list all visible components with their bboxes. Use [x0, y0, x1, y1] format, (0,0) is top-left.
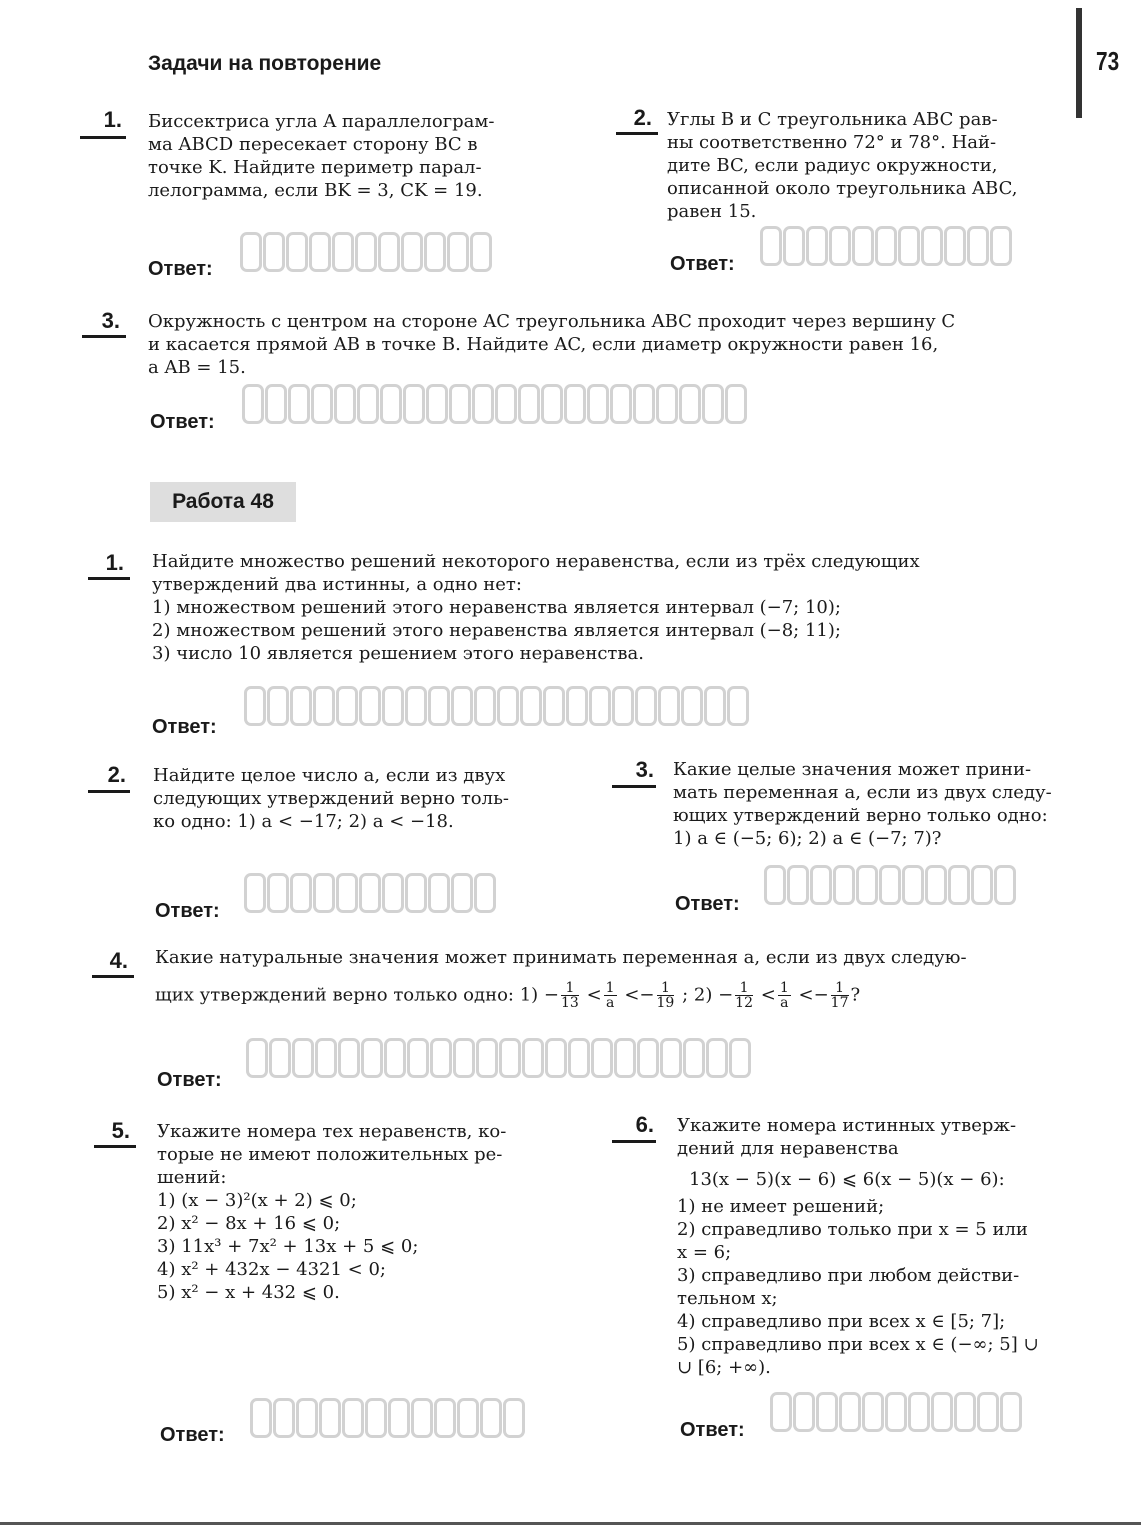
answer-box[interactable] — [503, 1398, 525, 1438]
task-text: Укажите номера истинных утверж- дений для неравенства 13(x − 5)(x − 6) ⩽ 6(x − 5)(x − 6): 1) не имеет решений; 2) справедливо только при x = 5 или x = 6; 3) справедливо при любом действи- тельном x; 4) справедливо при всех x ∈ [5; 7]; 5) справедливо при всех x ∈ (−∞; 5] ∪ ∪ [6; +∞). — [677, 1115, 1039, 1378]
number-underline — [616, 132, 658, 135]
number-underline — [88, 577, 130, 580]
answer-box[interactable] — [365, 1398, 387, 1438]
answer-box[interactable] — [637, 1038, 659, 1078]
answer-box[interactable] — [587, 384, 609, 424]
task-number: 3. — [635, 757, 654, 782]
answer-boxes[interactable] — [250, 1398, 526, 1438]
number-underline — [612, 1140, 656, 1143]
answer-box[interactable] — [614, 1038, 636, 1078]
answer-box[interactable] — [451, 686, 473, 726]
answer-box[interactable] — [313, 873, 335, 913]
answer-box[interactable] — [885, 1392, 907, 1432]
answer-box[interactable] — [499, 1038, 521, 1078]
answer-box[interactable] — [319, 1398, 341, 1438]
answer-box[interactable] — [879, 865, 901, 905]
answer-box[interactable] — [591, 1038, 613, 1078]
answer-box[interactable] — [447, 232, 469, 272]
answer-box[interactable] — [612, 686, 634, 726]
answer-label: Ответ: — [157, 1069, 222, 1091]
answer-box[interactable] — [265, 384, 287, 424]
page-bottom-line — [0, 1522, 1141, 1525]
answer-box[interactable] — [810, 865, 832, 905]
answer-box[interactable] — [384, 1038, 406, 1078]
number-underline — [94, 1145, 136, 1148]
task-text: Найдите целое число a, если из двух следующих утверждений верно толь- ко одно: 1) a < −17; 2) a < −18. — [153, 765, 509, 832]
answer-box[interactable] — [660, 1038, 682, 1078]
answer-box[interactable] — [378, 232, 400, 272]
answer-box[interactable] — [852, 226, 874, 266]
task-number: 1. — [105, 550, 124, 575]
answer-box[interactable] — [380, 384, 402, 424]
answer-box[interactable] — [405, 686, 427, 726]
answer-box[interactable] — [240, 232, 262, 272]
answer-box[interactable] — [334, 384, 356, 424]
task-number: 5. — [111, 1118, 130, 1143]
answer-box[interactable] — [244, 873, 266, 913]
answer-box[interactable] — [242, 384, 264, 424]
answer-box[interactable] — [967, 226, 989, 266]
answer-box[interactable] — [495, 384, 517, 424]
answer-box[interactable] — [309, 232, 331, 272]
answer-box[interactable] — [382, 686, 404, 726]
answer-box[interactable] — [286, 232, 308, 272]
answer-box[interactable] — [806, 226, 828, 266]
answer-boxes[interactable] — [244, 686, 750, 726]
answer-label: Ответ: — [152, 716, 217, 738]
answer-box[interactable] — [411, 1398, 433, 1438]
task-text: Какие натуральные значения может принимать переменная a, если из двух следую- щих утверждений верно только одно: 1) − $\frac{1}{13}$ < $\frac{1}{a}$ <− $\frac{1}{19}$ ; 2) − $\frac{1}{12}$ < $\frac{1}{a}$ <− $\frac{1}{17}$ ? — [155, 947, 967, 1011]
number-underline — [88, 790, 130, 793]
answer-box[interactable] — [357, 384, 379, 424]
answer-box[interactable] — [474, 686, 496, 726]
answer-box[interactable] — [403, 384, 425, 424]
task-text: Углы B и C треугольника ABC рав- ны соответственно 72° и 78°. Най- дите BC, если радиус окружности, описанной около треугольника ABC, равен 15. — [667, 109, 1018, 222]
answer-box[interactable] — [338, 1038, 360, 1078]
number-underline — [612, 785, 656, 788]
answer-box[interactable] — [273, 1398, 295, 1438]
answer-box[interactable] — [566, 686, 588, 726]
answer-box[interactable] — [359, 686, 381, 726]
answer-box[interactable] — [727, 686, 749, 726]
answer-box[interactable] — [658, 686, 680, 726]
task-number: 2. — [107, 762, 126, 787]
answer-box[interactable] — [787, 865, 809, 905]
answer-box[interactable] — [480, 1398, 502, 1438]
answer-box[interactable] — [288, 384, 310, 424]
answer-box[interactable] — [449, 384, 471, 424]
answer-box[interactable] — [290, 873, 312, 913]
task-number: 2. — [633, 105, 652, 130]
task-text: Биссектриса угла A параллелограм- ма ABCD пересекает сторону BC в точке K. Найдите периметр парал- лелограмма, если BK = 3, CK = 19. — [148, 111, 495, 201]
work-title: Работа 48 — [150, 482, 296, 522]
answer-boxes[interactable] — [244, 873, 497, 913]
answer-box[interactable] — [925, 865, 947, 905]
answer-box[interactable] — [679, 384, 701, 424]
answer-box[interactable] — [336, 873, 358, 913]
answer-box[interactable] — [839, 1392, 861, 1432]
answer-box[interactable] — [633, 384, 655, 424]
answer-box[interactable] — [793, 1392, 815, 1432]
section-title: Задачи на повторение — [148, 52, 382, 75]
answer-box[interactable] — [948, 865, 970, 905]
answer-box[interactable] — [862, 1392, 884, 1432]
task-text: Какие целые значения может прини- мать переменная a, если из двух следу- ющих утверждений верно только одно: 1) a ∈ (−5; 6); 2) a ∈ (−7; 7)? — [673, 759, 1052, 849]
answer-box[interactable] — [760, 226, 782, 266]
answer-boxes[interactable] — [764, 865, 1017, 905]
answer-box[interactable] — [342, 1398, 364, 1438]
answer-box[interactable] — [470, 232, 492, 272]
page-number: 73 — [1096, 46, 1120, 76]
answer-box[interactable] — [472, 384, 494, 424]
answer-box[interactable] — [434, 1398, 456, 1438]
number-underline — [80, 136, 126, 139]
answer-box[interactable] — [457, 1398, 479, 1438]
answer-box[interactable] — [541, 384, 563, 424]
answer-box[interactable] — [355, 232, 377, 272]
answer-box[interactable] — [610, 384, 632, 424]
answer-box[interactable] — [589, 686, 611, 726]
answer-box[interactable] — [361, 1038, 383, 1078]
answer-box[interactable] — [875, 226, 897, 266]
answer-box[interactable] — [336, 686, 358, 726]
answer-box[interactable] — [829, 226, 851, 266]
answer-box[interactable] — [971, 865, 993, 905]
answer-box[interactable] — [520, 686, 542, 726]
task-number: 6. — [635, 1112, 654, 1137]
answer-box[interactable] — [497, 686, 519, 726]
answer-box[interactable] — [704, 686, 726, 726]
answer-box[interactable] — [407, 1038, 429, 1078]
answer-box[interactable] — [729, 1038, 751, 1078]
answer-box[interactable] — [1000, 1392, 1022, 1432]
answer-box[interactable] — [428, 686, 450, 726]
answer-box[interactable] — [451, 873, 473, 913]
answer-box[interactable] — [428, 873, 450, 913]
answer-box[interactable] — [269, 1038, 291, 1078]
answer-box[interactable] — [990, 226, 1012, 266]
task-number: 4. — [109, 948, 128, 973]
answer-boxes[interactable] — [240, 232, 493, 272]
task-number: 3. — [101, 308, 120, 333]
answer-label: Ответ: — [160, 1424, 225, 1446]
answer-box[interactable] — [944, 226, 966, 266]
answer-label: Ответ: — [675, 893, 740, 915]
answer-label: Ответ: — [148, 258, 213, 280]
answer-box[interactable] — [296, 1398, 318, 1438]
answer-box[interactable] — [706, 1038, 728, 1078]
answer-box[interactable] — [908, 1392, 930, 1432]
answer-box[interactable] — [267, 686, 289, 726]
answer-box[interactable] — [263, 232, 285, 272]
answer-box[interactable] — [568, 1038, 590, 1078]
answer-box[interactable] — [833, 865, 855, 905]
task-text: Окружность с центром на стороне AC треугольника ABC проходит через вершину C и касается прямой AB в точке B. Найдите AC, если диаметр окружности равен 16, а AB = 15. — [148, 311, 956, 378]
answer-box[interactable] — [453, 1038, 475, 1078]
answer-box[interactable] — [476, 1038, 498, 1078]
answer-box[interactable] — [543, 686, 565, 726]
answer-box[interactable] — [921, 226, 943, 266]
answer-box[interactable] — [518, 384, 540, 424]
answer-box[interactable] — [545, 1038, 567, 1078]
answer-box[interactable] — [977, 1392, 999, 1432]
task-number: 1. — [103, 107, 122, 132]
margin-bar — [1076, 8, 1082, 118]
answer-box[interactable] — [401, 232, 423, 272]
task-text: Найдите множество решений некоторого неравенства, если из трёх следующих утверждений два истинны, а одно нет: 1) множеством решений этого неравенства является интервал (−7; 10); 2) множеством решений этого неравенства является интервал (−8; 11); 3) число 10 является решением этого неравенства. — [152, 551, 920, 664]
answer-box[interactable] — [898, 226, 920, 266]
answer-box[interactable] — [902, 865, 924, 905]
answer-box[interactable] — [522, 1038, 544, 1078]
answer-box[interactable] — [954, 1392, 976, 1432]
answer-box[interactable] — [656, 384, 678, 424]
answer-box[interactable] — [246, 1038, 268, 1078]
answer-box[interactable] — [290, 686, 312, 726]
answer-box[interactable] — [292, 1038, 314, 1078]
answer-box[interactable] — [931, 1392, 953, 1432]
answer-box[interactable] — [783, 226, 805, 266]
answer-box[interactable] — [430, 1038, 452, 1078]
answer-label: Ответ: — [155, 900, 220, 922]
answer-box[interactable] — [405, 873, 427, 913]
answer-box[interactable] — [994, 865, 1016, 905]
number-underline — [82, 335, 126, 338]
answer-box[interactable] — [382, 873, 404, 913]
answer-box[interactable] — [250, 1398, 272, 1438]
answer-box[interactable] — [311, 384, 333, 424]
answer-box[interactable] — [764, 865, 786, 905]
answer-box[interactable] — [856, 865, 878, 905]
answer-box[interactable] — [770, 1392, 792, 1432]
answer-label: Ответ: — [150, 411, 215, 433]
answer-box[interactable] — [426, 384, 448, 424]
answer-box[interactable] — [244, 686, 266, 726]
answer-box[interactable] — [315, 1038, 337, 1078]
number-underline — [92, 975, 134, 978]
answer-box[interactable] — [332, 232, 354, 272]
answer-boxes[interactable] — [770, 1392, 1023, 1432]
answer-box[interactable] — [474, 873, 496, 913]
answer-box[interactable] — [424, 232, 446, 272]
answer-label: Ответ: — [680, 1419, 745, 1441]
answer-box[interactable] — [702, 384, 724, 424]
answer-box[interactable] — [388, 1398, 410, 1438]
answer-boxes[interactable] — [246, 1038, 752, 1078]
answer-box[interactable] — [816, 1392, 838, 1432]
answer-label: Ответ: — [670, 253, 735, 275]
answer-box[interactable] — [725, 384, 747, 424]
answer-box[interactable] — [359, 873, 381, 913]
answer-box[interactable] — [267, 873, 289, 913]
answer-box[interactable] — [313, 686, 335, 726]
answer-boxes[interactable] — [242, 384, 748, 424]
answer-box[interactable] — [683, 1038, 705, 1078]
answer-box[interactable] — [564, 384, 586, 424]
task-text: Укажите номера тех неравенств, ко- торые не имеют положительных ре- шений: 1) (x − 3)²(x + 2) ⩽ 0; 2) x² − 8x + 16 ⩽ 0; 3) 11x³ + 7x² + 13x + 5 ⩽ 0; 4) x² + 432x − 4321 < 0; 5) x² − x + 432 ⩽ 0. — [157, 1121, 507, 1303]
answer-box[interactable] — [681, 686, 703, 726]
answer-boxes[interactable] — [760, 226, 1013, 266]
answer-box[interactable] — [635, 686, 657, 726]
